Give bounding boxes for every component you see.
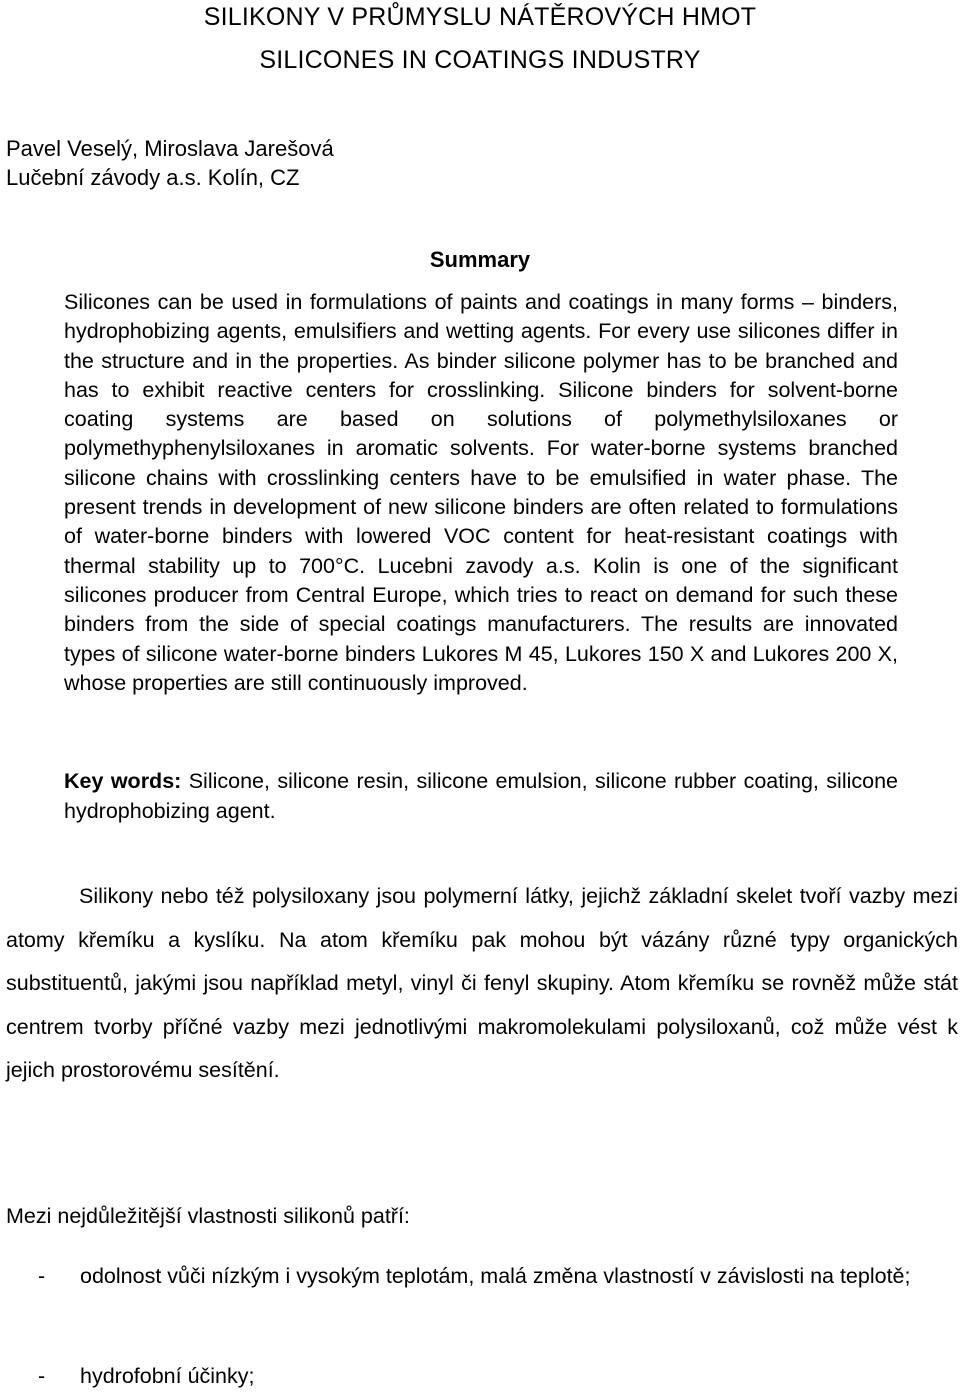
title-english: SILICONES IN COATINGS INDUSTRY (259, 46, 701, 74)
keywords-text: Silicone, silicone resin, silicone emulsion, silicone rubber coating, silicone hydrophobizing agent. (64, 769, 898, 823)
keywords-block (64, 766, 898, 826)
keywords-label: Key words: (64, 769, 182, 793)
title-czech: SILIKONY V PRŮMYSLU NÁTĚROVÝCH HMOT (203, 3, 757, 31)
list-dash: - (38, 1264, 46, 1288)
summary-heading: Summary (429, 247, 531, 272)
list-item-text: odolnost vůči nízkým i vysokým teplotám, malá změna vlastností v závislosti na teplotě; (80, 1264, 911, 1288)
properties-intro: Mezi nejdůležitější vlastnosti silikonů patří: (6, 1204, 410, 1228)
list-item-text: hydrofobní účinky; (80, 1364, 255, 1388)
summary-text: Silicones can be used in formulations of paints and coatings in many forms – binders, hydrophobizing agents, emulsifiers and wetting agents. For every use silicones differ in the structure and in the properties. As binder silicone polymer has to be branched and has to exhibit reactive centers for crosslinking. Silicone binders for solvent-borne coating systems are based on solutions of polymethylsiloxanes or polymethyphenylsiloxanes in aromatic solvents. For water-borne systems branched silicone chains with crosslinking centers have to be emulsified in water phase. The present trends in development of new silicone binders are often related to formulations of water-borne binders with lowered VOC content for heat-resistant coatings with thermal stability up to 700°C. Lucebni zavody a.s. Kolin is one of the significant silicones producer from Central Europe, which tries to react on demand for such these binders from the side of special coatings manufacturers. The results are innovated types of silicone water-borne binders Lukores M 45, Lukores 150 X and Lukores 200 X, whose properties are still continuously improved. (64, 290, 898, 695)
body-paragraph: Silikony nebo též polysiloxany jsou polymerní látky, jejichž základní skelet tvoří vazby mezi atomy křemíku a kyslíku. Na atom křemíku pak mohou být vázány různé typy organických substituentů, jakými jsou například metyl, vinyl či fenyl skupiny. Atom křemíku se rovněž může stát centrem tvorby příčné vazby mezi jednotlivými makromolekulami polysiloxanů, což může vést k jejich prostorovému sesítění. (6, 884, 958, 1083)
author-affiliation: Lučební závody a.s. Kolín, CZ (6, 165, 300, 190)
list-dash: - (38, 1364, 46, 1388)
author-names: Pavel Veselý, Miroslava Jarešová (6, 136, 334, 161)
